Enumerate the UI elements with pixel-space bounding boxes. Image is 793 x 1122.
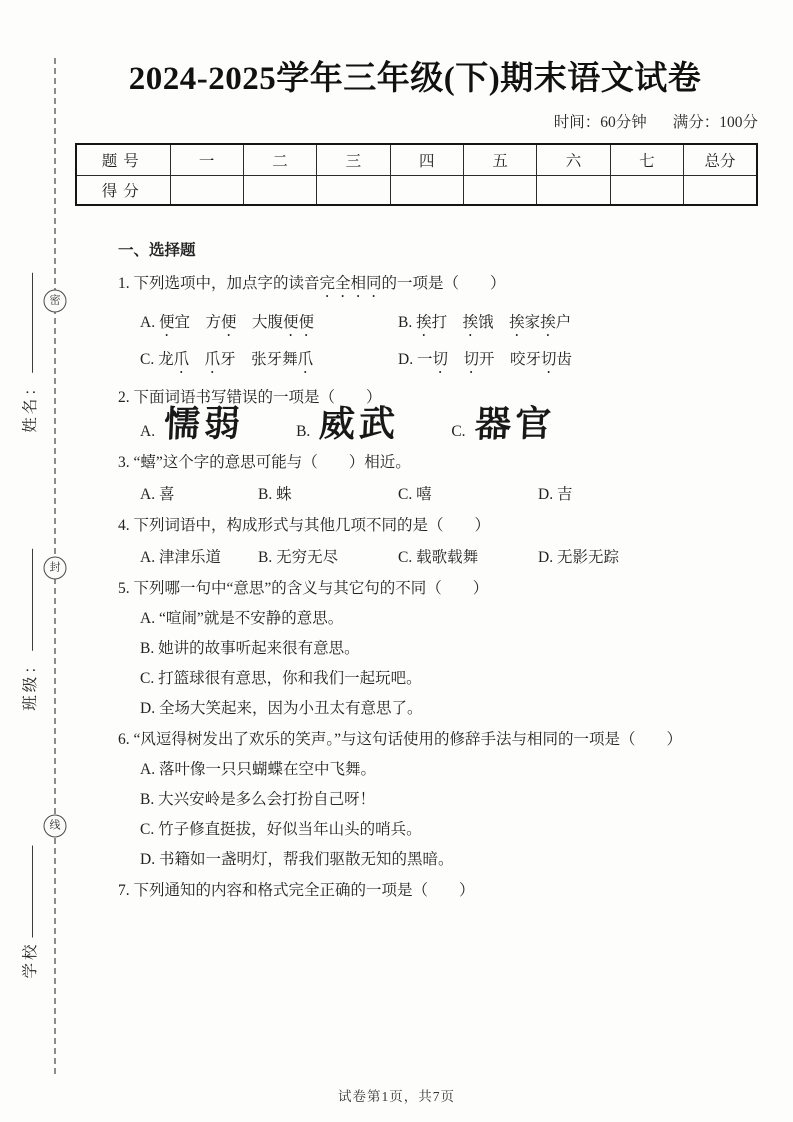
handwritten-word: 懦弱 — [163, 403, 246, 445]
exam-meta — [75, 110, 758, 132]
seal-char-mi: 密 — [44, 290, 67, 313]
question-option: A. 落叶像一只只蝴蝶在空中飞舞。 — [140, 761, 376, 778]
question-option: B. 挨打 挨饿 挨家挨户 — [398, 314, 572, 331]
question-option: D. 书籍如一盏明灯，帮我们驱散无知的黑暗。 — [140, 851, 454, 868]
question-stem: 1. 下列选项中，加点字的读音完全相同的一项是（ ） — [118, 275, 506, 292]
question-stem: 4. 下列词语中，构成形式与其他几项不同的是（ ） — [118, 517, 491, 534]
question-stem: 2. 下面词语书写错误的一项是（ ） — [118, 389, 382, 406]
question-options — [140, 312, 766, 377]
page-title: 2024-2025学年三年级(下)期末语文试卷 — [128, 61, 702, 97]
class-field — [18, 549, 40, 711]
question-option: D. 全场大笑起来，因为小丑太有意思了。 — [140, 700, 423, 717]
page-footer: 试卷第1页，共7页 — [338, 1089, 455, 1104]
class-field-label: 班级： — [22, 655, 39, 711]
question-3 — [118, 452, 766, 505]
score-table-score-row — [76, 176, 757, 206]
question-option: C. 竹子修直挺拔，好似当年山头的哨兵。 — [140, 821, 422, 838]
handwritten-word: 威武 — [318, 403, 401, 445]
section-heading: 一、选择题 — [118, 242, 196, 259]
question-2 — [118, 387, 766, 445]
question-option: A. 便宜 方便 大腹便便 — [140, 314, 315, 331]
question-option: D. 无影无踪 — [538, 549, 619, 566]
score-cell — [464, 176, 537, 206]
option-letter: C. — [451, 423, 466, 440]
question-6 — [118, 729, 766, 870]
score-header-cell: 七 — [610, 144, 683, 176]
name-blank-line — [29, 273, 33, 373]
question-option: D. 吉 — [538, 486, 573, 503]
seal-char-feng: 封 — [44, 557, 67, 580]
question-option: A. 喜 — [140, 486, 175, 503]
score-header-cell: 三 — [317, 144, 390, 176]
question-options — [140, 759, 766, 870]
question-4 — [118, 515, 766, 568]
seal-char-xian: 线 — [44, 815, 67, 838]
question-option: C. 打篮球很有意思，你和我们一起玩吧。 — [140, 670, 422, 687]
score-cell — [243, 176, 316, 206]
score-header-cell: 题号 — [76, 144, 170, 176]
score-header-cell: 总分 — [684, 144, 757, 176]
option-letter: A. — [140, 423, 156, 440]
question-stem: 3. “蟢”这个字的意思可能与（ ）相近。 — [118, 454, 411, 471]
question-option: D. 一切 切开 咬牙切齿 — [398, 351, 573, 368]
score-header-cell: 四 — [390, 144, 463, 176]
question-option: B. 她讲的故事听起来很有意思。 — [140, 640, 360, 657]
score-row-label: 得分 — [76, 176, 170, 206]
question-stem: 7. 下列通知的内容和格式完全正确的一项是（ ） — [118, 882, 475, 899]
question-5 — [118, 578, 766, 719]
question-option — [451, 403, 556, 445]
score-cell — [684, 176, 757, 206]
question-options — [140, 484, 766, 505]
school-field-label: 学校 — [22, 941, 39, 979]
handwritten-word: 器官 — [473, 403, 556, 445]
question-option: B. 大兴安岭是多么会打扮自己呀！ — [140, 791, 376, 808]
question-option: C. 载歌载舞 — [398, 549, 479, 566]
question-option: A. “喧闹”就是不安静的意思。 — [140, 610, 344, 627]
question-7 — [118, 880, 766, 901]
question-option — [296, 403, 401, 445]
exam-time: 时间：60分钟 — [553, 114, 647, 131]
question-option: B. 蛛 — [258, 486, 292, 503]
exam-full-score: 满分：100分 — [672, 114, 758, 131]
school-blank-line — [29, 845, 33, 937]
question-option: C. 龙爪 爪牙 张牙舞爪 — [140, 351, 314, 368]
score-header-cell: 二 — [243, 144, 316, 176]
question-stem: 6. “风逗得树发出了欢乐的笑声。”与这句话使用的修辞手法与相同的一项是（ ） — [118, 731, 683, 748]
question-options — [140, 608, 766, 719]
score-table — [75, 143, 758, 206]
option-letter: B. — [296, 423, 311, 440]
score-header-cell: 六 — [537, 144, 610, 176]
question-options — [140, 403, 766, 445]
question-stem: 5. 下列哪一句中“意思”的含义与其它句的不同（ ） — [118, 580, 489, 597]
question-option: C. 嘻 — [398, 486, 432, 503]
score-cell — [170, 176, 243, 206]
question-option: B. 无穷无尽 — [258, 549, 339, 566]
score-cell — [537, 176, 610, 206]
question-1 — [118, 273, 766, 377]
school-field — [18, 845, 40, 978]
name-field-label: 姓名： — [22, 377, 39, 433]
question-option — [140, 403, 246, 445]
name-field — [18, 273, 40, 433]
score-header-cell: 一 — [170, 144, 243, 176]
question-options — [140, 547, 766, 568]
score-header-cell: 五 — [464, 144, 537, 176]
score-cell — [390, 176, 463, 206]
score-cell — [610, 176, 683, 206]
score-cell — [317, 176, 390, 206]
class-blank-line — [29, 549, 33, 651]
score-table-header-row — [76, 144, 757, 176]
question-section — [118, 240, 766, 901]
question-option: A. 津津乐道 — [140, 549, 221, 566]
